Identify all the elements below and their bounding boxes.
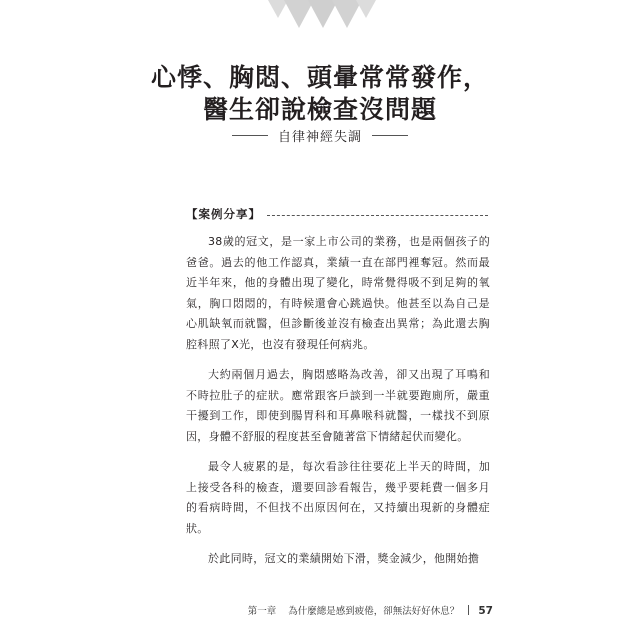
page-title-line-1: 心悸、胸悶、頭暈常常發作， [150,63,489,92]
subtitle: 自律神經失調 [277,130,362,145]
page-footer [0,603,493,617]
paragraph-2: 大約兩個月過去，胸悶感略為改善，卻又出現了耳鳴和不時拉肚子的症狀。應常跟客戶談到一半就要跑廁所，嚴重干擾到工作，即使到腸胃科和耳鼻喉科就醫，一樣找不到原因，身體不舒服的程度甚至會隨著當下情緒起伏而變化。 [186,368,490,443]
footer-chapter: 第一章 [247,606,277,617]
section-dashed-rule [267,215,488,216]
paragraph-4: 於此同時，冠文的業績開始下滑，獎金減少，他開始擔 [208,552,480,565]
subtitle-dash-left [232,135,268,136]
paragraph-3: 最令人疲累的是，每次看診往往要花上半天的時間，加上接受各科的檢查，還要回診看報告，幾乎要耗費一個多月的看病時間，不但找不出原因何在，又持續出現新的身體症狀。 [186,460,490,535]
section-label: 【案例分享】 [186,207,261,221]
subtitle-row [0,126,640,145]
page-title-line-2: 醫生卻說檢查沒問題 [202,95,437,124]
subtitle-dash-right [372,135,408,136]
case-story [186,232,490,580]
header-triangle-pattern [0,0,640,40]
paragraph-1: 38歲的冠文，是一家上市公司的業務，也是兩個孩子的爸爸。過去的他工作認真，業績一直在部門裡奪冠。然而最近半年來，他的身體出現了變化，時常覺得吸不到足夠的氧氣，胸口悶悶的，有時候還會心跳過快。他甚至以為自己是心肌缺氧而就醫，但診斷後並沒有檢查出異常；為此還去胸腔科照了X光，也沒有發現任何病兆。 [186,235,490,351]
footer-chapter-title: 為什麼總是感到疲倦，卻無法好好休息？ [288,606,460,617]
page-number: 57 [478,605,493,617]
section-header [186,206,488,222]
footer-separator [468,605,469,615]
